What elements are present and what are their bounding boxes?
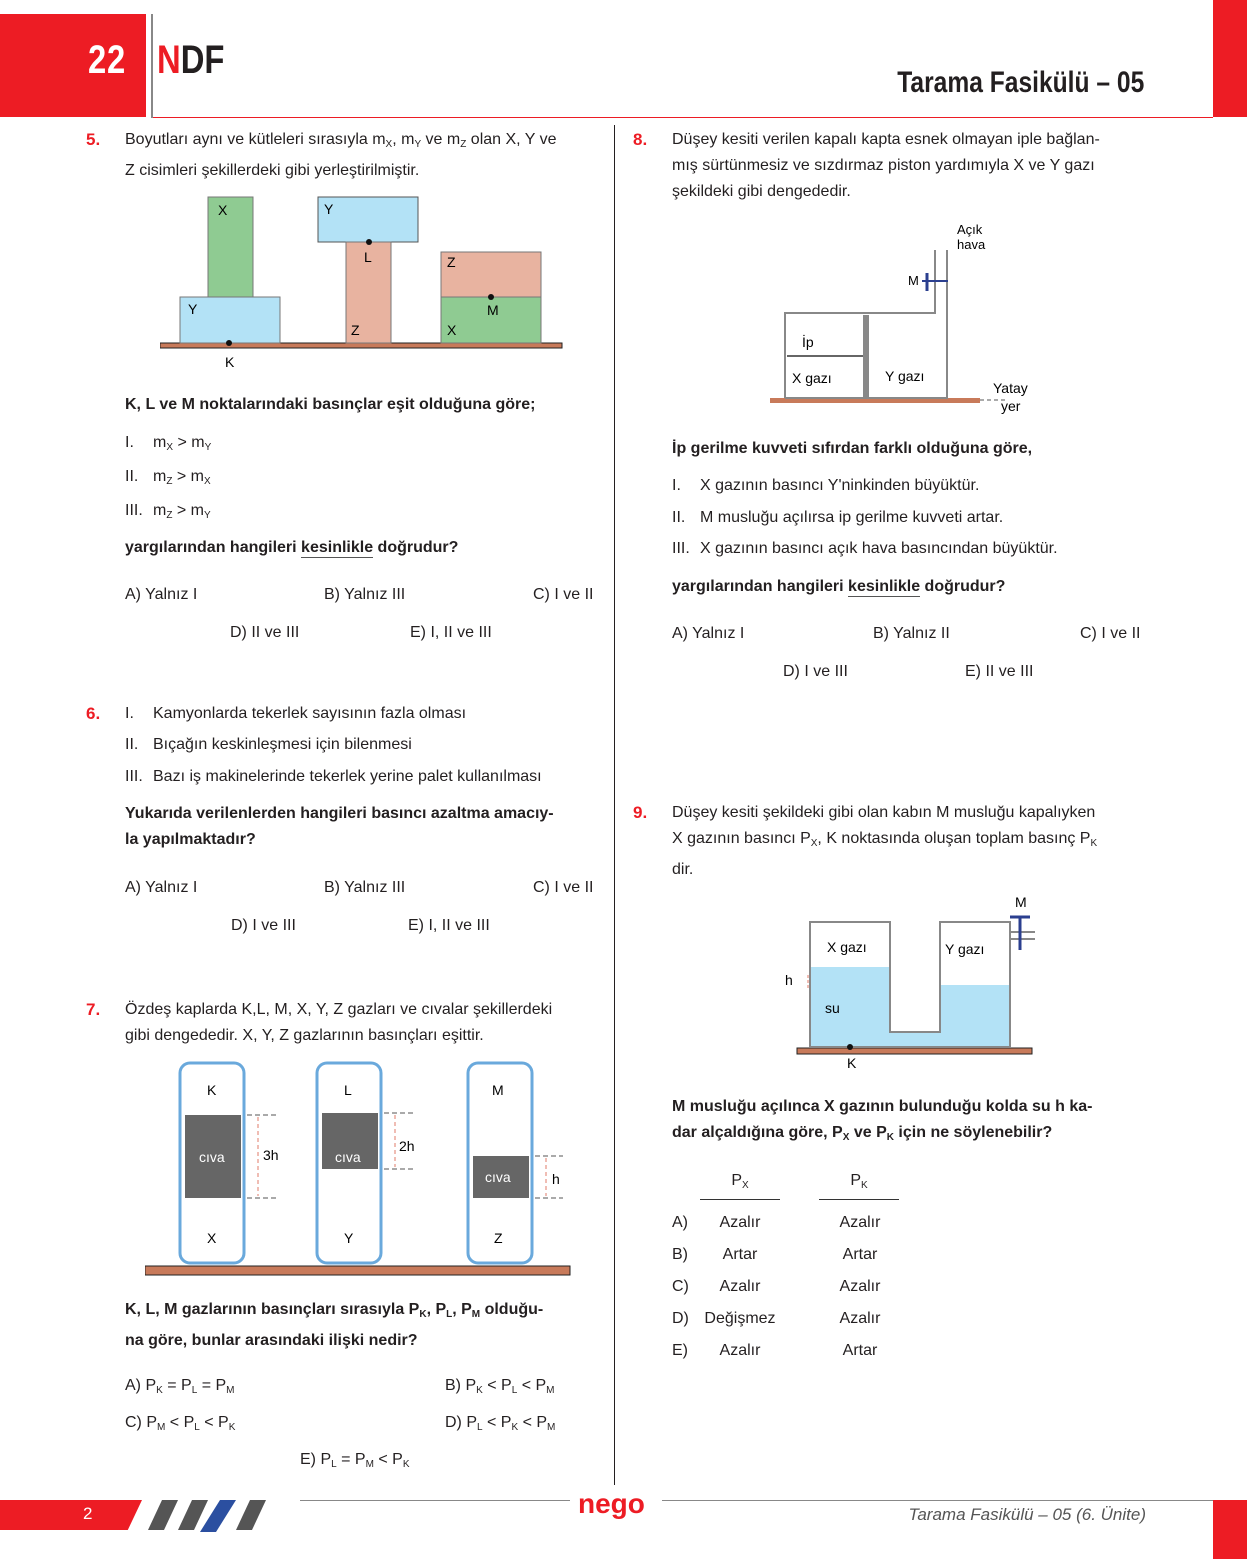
- svg-text:X: X: [207, 1230, 217, 1246]
- svg-text:Y gazı: Y gazı: [885, 368, 925, 384]
- q8-statement-1: I. X gazının basıncı Y'ninkinden büyüktür.: [672, 477, 980, 494]
- svg-text:K: K: [225, 354, 235, 370]
- svg-text:M: M: [908, 273, 919, 288]
- svg-text:Z: Z: [447, 254, 456, 270]
- question-number-8: 8.: [633, 130, 648, 149]
- q6-item-2: II. Bıçağın keskinleşmesi için bilenmesi: [125, 736, 412, 753]
- q7-option-e[interactable]: E) $P_L = P_M < P_K$: [300, 1451, 410, 1470]
- q5-option-b[interactable]: B) Yalnız III: [324, 586, 406, 603]
- svg-text:cıva: cıva: [199, 1149, 225, 1165]
- q5-statement-1: I. $m_X > m_Y$: [125, 434, 212, 453]
- q6-option-d[interactable]: D) I ve III: [231, 917, 296, 934]
- svg-text:yer: yer: [1001, 398, 1021, 414]
- q5-condition: K, L ve M noktalarındaki basınçlar eşit olduğuna göre;: [125, 396, 536, 413]
- q8-option-a[interactable]: A) Yalnız I: [672, 625, 745, 642]
- footer-red-tab: [1213, 1500, 1247, 1559]
- page-number: 2: [83, 1504, 93, 1523]
- svg-text:3h: 3h: [263, 1147, 279, 1163]
- svg-text:h: h: [552, 1171, 560, 1187]
- q5-option-a[interactable]: A) Yalnız I: [125, 586, 198, 603]
- q5-option-c[interactable]: C) I ve II: [533, 586, 594, 603]
- question-number-9: 9.: [633, 803, 648, 822]
- q5-intro: Boyutları aynı ve kütleleri sırasıyla $m_X$, $m_Y$ ve $m_Z$ olan X, Y ve Z cisimleri şekillerdeki gibi yerleştirilmiştir.: [125, 131, 557, 179]
- svg-text:Z: Z: [351, 322, 360, 338]
- q8-option-c[interactable]: C) I ve II: [1080, 625, 1141, 642]
- q5-option-e[interactable]: E) I, II ve III: [410, 624, 492, 641]
- q8-option-e[interactable]: E) II ve III: [965, 663, 1034, 680]
- svg-text:hava: hava: [957, 237, 986, 252]
- q9-col-header-px: $P_X$: [700, 1168, 780, 1200]
- q9-option-d[interactable]: D) Değişmez Azalır: [672, 1310, 881, 1327]
- svg-text:M: M: [1015, 894, 1027, 910]
- q7-question: K, L, M gazlarının basınçları sırasıyla $P_K$, $P_L$, $P_M$ olduğu- na göre, bunlar arasındaki ilişki nedir?: [125, 1301, 544, 1349]
- header-red-tab: [1213, 0, 1247, 117]
- q6-option-e[interactable]: E) I, II ve III: [408, 917, 490, 934]
- svg-text:K: K: [847, 1055, 857, 1071]
- question-number-6: 6.: [86, 704, 101, 723]
- q8-option-b[interactable]: B) Yalnız II: [873, 625, 950, 642]
- q7-option-d[interactable]: D) $P_L < P_K < P_M$: [445, 1414, 556, 1433]
- q7-option-c[interactable]: C) $P_M < P_L < P_K$: [125, 1414, 236, 1433]
- svg-text:X: X: [447, 322, 457, 338]
- q6-option-a[interactable]: A) Yalnız I: [125, 879, 198, 896]
- q5-figure-blocks: [160, 195, 565, 375]
- svg-text:h: h: [785, 972, 793, 988]
- svg-text:Y: Y: [324, 201, 334, 217]
- q7-figure-tubes: [145, 1060, 575, 1282]
- footer-title: Tarama Fasikülü – 05 (6. Ünite): [908, 1505, 1146, 1524]
- brand-logo: [157, 38, 224, 83]
- header-divider: [151, 14, 153, 118]
- svg-text:Yatay: Yatay: [993, 380, 1028, 396]
- svg-text:M: M: [487, 302, 499, 318]
- brand-n: N: [157, 38, 181, 82]
- q6-item-3: III. Bazı iş makinelerinde tekerlek yerine palet kullanılması: [125, 768, 542, 785]
- svg-text:L: L: [344, 1082, 352, 1098]
- svg-text:cıva: cıva: [335, 1149, 361, 1165]
- svg-text:L: L: [364, 249, 372, 265]
- page-badge: 22: [88, 38, 127, 82]
- question-number-7: 7.: [86, 1000, 101, 1019]
- q7-option-a[interactable]: A) $P_K = P_L = P_M$: [125, 1377, 235, 1396]
- q9-question: M musluğu açılınca X gazının bulunduğu kolda su h ka- dar alçaldığına göre, $P_X$ ve $P_K$ için ne söylenebilir?: [672, 1098, 1093, 1143]
- footer-stripes-icon: [120, 1500, 300, 1532]
- page-title: Tarama Fasikülü – 05: [896, 66, 1144, 99]
- q8-intro: Düşey kesiti verilen kapalı kapta esnek olmayan iple bağlan- mış sürtünmesiz ve sızdırmaz piston yardımıyla X ve Y gazı şekildeki gibi dengededir.: [672, 131, 1100, 200]
- q9-option-c[interactable]: C) Azalır Azalır: [672, 1278, 881, 1295]
- q9-figure-u-tube: [775, 890, 1055, 1075]
- q6-option-b[interactable]: B) Yalnız III: [324, 879, 406, 896]
- column-separator: [614, 125, 615, 1485]
- svg-text:Y: Y: [344, 1230, 354, 1246]
- q8-question: yargılarından hangileri kesinlikle doğrudur?: [672, 578, 1006, 595]
- question-number-5: 5.: [86, 130, 101, 149]
- q5-question: yargılarından hangileri kesinlikle doğrudur?: [125, 539, 459, 556]
- q9-option-e[interactable]: E) Azalır Artar: [672, 1342, 878, 1359]
- svg-text:X gazı: X gazı: [827, 939, 867, 955]
- svg-text:su: su: [825, 1000, 840, 1016]
- q9-answer-table: [672, 1210, 900, 1370]
- svg-text:Açık: Açık: [957, 222, 983, 237]
- svg-text:X: X: [218, 202, 228, 218]
- svg-text:cıva: cıva: [485, 1169, 511, 1185]
- q6-option-c[interactable]: C) I ve II: [533, 879, 594, 896]
- svg-text:Z: Z: [494, 1230, 503, 1246]
- svg-text:X gazı: X gazı: [792, 370, 832, 386]
- svg-text:Y gazı: Y gazı: [945, 941, 985, 957]
- q8-option-d[interactable]: D) I ve III: [783, 663, 848, 680]
- q9-intro: Düşey kesiti şekildeki gibi olan kabın M musluğu kapalıyken X gazının basıncı $P_X$, K noktasında oluşan toplam basınç $P_K$ dir.: [672, 804, 1098, 878]
- q8-statement-3: III. X gazının basıncı açık hava basıncından büyüktür.: [672, 540, 1058, 557]
- q5-statement-3: III. $m_Z > m_Y$: [125, 502, 211, 521]
- q7-intro: Özdeş kaplarda K,L, M, X, Y, Z gazları ve cıvalar şekillerdeki gibi dengededir. X, Y, Z gazlarının basınçları eşittir.: [125, 1001, 553, 1044]
- svg-text:İp: İp: [802, 334, 814, 350]
- q5-statement-2: II. $m_Z > m_X$: [125, 468, 211, 487]
- q9-option-b[interactable]: B) Artar Artar: [672, 1246, 878, 1263]
- footer-rule-right: [662, 1500, 1213, 1501]
- q8-condition: İp gerilme kuvveti sıfırdan farklı olduğuna göre,: [672, 440, 1033, 457]
- q6-item-1: I. Kamyonlarda tekerlek sayısının fazla olması: [125, 705, 467, 722]
- svg-text:M: M: [492, 1082, 504, 1098]
- q8-statement-2: II. M musluğu açılırsa ip gerilme kuvveti artar.: [672, 509, 1004, 526]
- svg-text:2h: 2h: [399, 1138, 415, 1154]
- q9-option-a[interactable]: A) Azalır Azalır: [672, 1214, 881, 1231]
- q6-question: Yukarıda verilenlerden hangileri basıncı azaltma amacıy- la yapılmaktadır?: [125, 805, 554, 848]
- header-rule: [153, 117, 1213, 118]
- q9-col-header-pk: $P_K$: [819, 1168, 899, 1200]
- q7-option-b[interactable]: B) $P_K < P_L < P_M$: [445, 1377, 555, 1396]
- footer-rule-left: [300, 1500, 570, 1501]
- svg-text:K: K: [207, 1082, 217, 1098]
- publisher-logo: nego: [578, 1488, 645, 1519]
- svg-text:Y: Y: [188, 301, 198, 317]
- brand-rest: DF: [180, 38, 225, 82]
- q8-figure-piston: [765, 218, 1065, 418]
- q5-option-d[interactable]: D) II ve III: [230, 624, 300, 641]
